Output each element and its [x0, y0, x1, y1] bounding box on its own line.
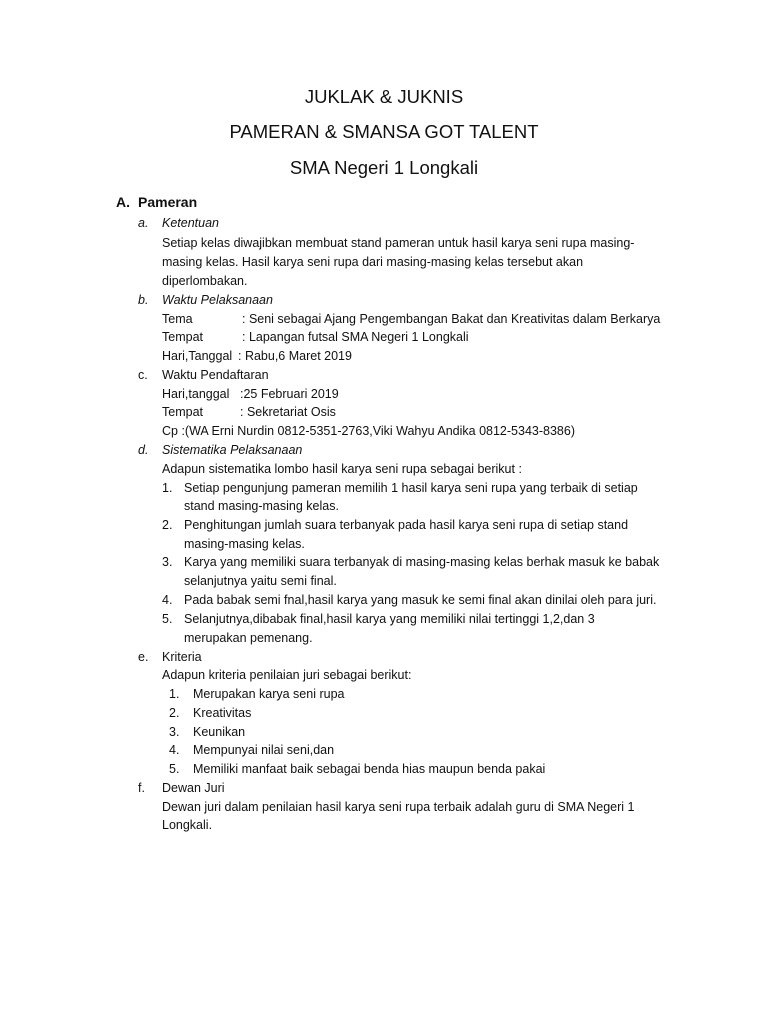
ketentuan-line-3: diperlombakan. — [162, 274, 248, 288]
sistematika-item-1-line-1: Setiap pengunjung pameran memilih 1 hasil karya seni rupa yang terbaik di setiap — [184, 481, 638, 495]
section-a-letter: A. — [116, 194, 130, 210]
subsection-c-marker: c. — [138, 368, 148, 382]
pendaftaran-value-tanggal: :25 Februari 2019 — [240, 387, 339, 401]
pelaksanaan-label-tema: Tema — [162, 312, 193, 326]
sistematika-item-3-number: 3. — [162, 555, 173, 569]
subsection-d-marker: d. — [138, 443, 149, 457]
subsection-a-marker: a. — [138, 216, 149, 230]
subsection-d-heading: Sistematika Pelaksanaan — [162, 443, 303, 457]
sistematika-item-1-line-2: stand masing-masing kelas. — [184, 499, 339, 513]
subsection-a-heading: Ketentuan — [162, 216, 219, 230]
ketentuan-line-2: masing kelas. Hasil karya seni rupa dari masing-masing kelas tersebut akan — [162, 255, 584, 269]
kriteria-item-5-number: 5. — [169, 762, 180, 776]
sistematika-intro: Adapun sistematika lombo hasil karya seni rupa sebagai berikut : — [162, 462, 522, 476]
sistematika-item-4-number: 4. — [162, 593, 173, 607]
sistematika-item-3-line-2: selanjutnya yaitu semi final. — [184, 574, 337, 588]
pendaftaran-value-tempat: : Sekretariat Osis — [240, 405, 336, 419]
kriteria-item-4-number: 4. — [169, 743, 180, 757]
sistematika-item-5-line-1: Selanjutnya,dibabak final,hasil karya yang memiliki nilai tertinggi 1,2,dan 3 — [184, 612, 595, 626]
sistematika-item-2-line-2: masing-masing kelas. — [184, 537, 305, 551]
pelaksanaan-label-tempat: Tempat — [162, 330, 203, 344]
subsection-b-heading: Waktu Pelaksanaan — [162, 293, 273, 307]
pendaftaran-label-tempat: Tempat — [162, 405, 203, 419]
title-line-3: SMA Negeri 1 Longkali — [289, 157, 479, 178]
dewan-juri-line-2: Longkali. — [162, 818, 213, 832]
sistematika-item-3-line-1: Karya yang memiliki suara terbanyak di masing-masing kelas berhak masuk ke babak — [184, 555, 660, 569]
kriteria-item-2-text: Kreativitas — [193, 706, 252, 720]
sistematika-item-2-number: 2. — [162, 518, 173, 532]
sistematika-item-1-number: 1. — [162, 481, 173, 495]
kriteria-item-1-text: Merupakan karya seni rupa — [193, 687, 345, 701]
title-line-2: PAMERAN & SMANSA GOT TALENT — [229, 121, 539, 142]
pelaksanaan-value-tema: : Seni sebagai Ajang Pengembangan Bakat dan Kreativitas dalam Berkarya — [242, 312, 661, 326]
sistematika-item-4-line-1: Pada babak semi fnal,hasil karya yang masuk ke semi final akan dinilai oleh para juri. — [184, 593, 657, 607]
kriteria-item-1-number: 1. — [169, 687, 180, 701]
title-line-1: JUKLAK & JUKNIS — [304, 86, 464, 107]
subsection-b-marker: b. — [138, 293, 149, 307]
sistematika-item-2-line-1: Penghitungan jumlah suara terbanyak pada hasil karya seni rupa di setiap stand — [184, 518, 629, 532]
dewan-juri-line-1: Dewan juri dalam penilaian hasil karya seni rupa terbaik adalah guru di SMA Negeri 1 — [162, 800, 635, 814]
subsection-c-heading: Waktu Pendaftaran — [162, 368, 269, 382]
section-a-heading: Pameran — [138, 194, 198, 210]
sistematika-item-5-line-2: merupakan pemenang. — [184, 631, 313, 645]
kriteria-item-2-number: 2. — [169, 706, 180, 720]
sistematika-item-5-number: 5. — [162, 612, 173, 626]
subsection-f-heading: Dewan Juri — [162, 781, 225, 795]
kriteria-item-3-text: Keunikan — [193, 725, 246, 739]
kriteria-item-5-text: Memiliki manfaat baik sebagai benda hias maupun benda pakai — [193, 762, 546, 776]
pelaksanaan-value-tempat: : Lapangan futsal SMA Negeri 1 Longkali — [242, 330, 469, 344]
subsection-e-marker: e. — [138, 650, 149, 664]
pendaftaran-contact: Cp :(WA Erni Nurdin 0812-5351-2763,Viki Wahyu Andika 0812-5343-8386) — [162, 424, 575, 438]
subsection-f-marker: f. — [138, 781, 145, 795]
subsection-e-heading: Kriteria — [162, 650, 202, 664]
pelaksanaan-value-tanggal: : Rabu,6 Maret 2019 — [238, 349, 352, 363]
pelaksanaan-label-tanggal: Hari,Tanggal — [162, 349, 233, 363]
pendaftaran-label-tanggal: Hari,tanggal — [162, 387, 230, 401]
kriteria-intro: Adapun kriteria penilaian juri sebagai berikut: — [162, 668, 412, 682]
kriteria-item-3-number: 3. — [169, 725, 180, 739]
kriteria-item-4-text: Mempunyai nilai seni,dan — [193, 743, 335, 757]
ketentuan-line-1: Setiap kelas diwajibkan membuat stand pameran untuk hasil karya seni rupa masing- — [162, 236, 635, 250]
